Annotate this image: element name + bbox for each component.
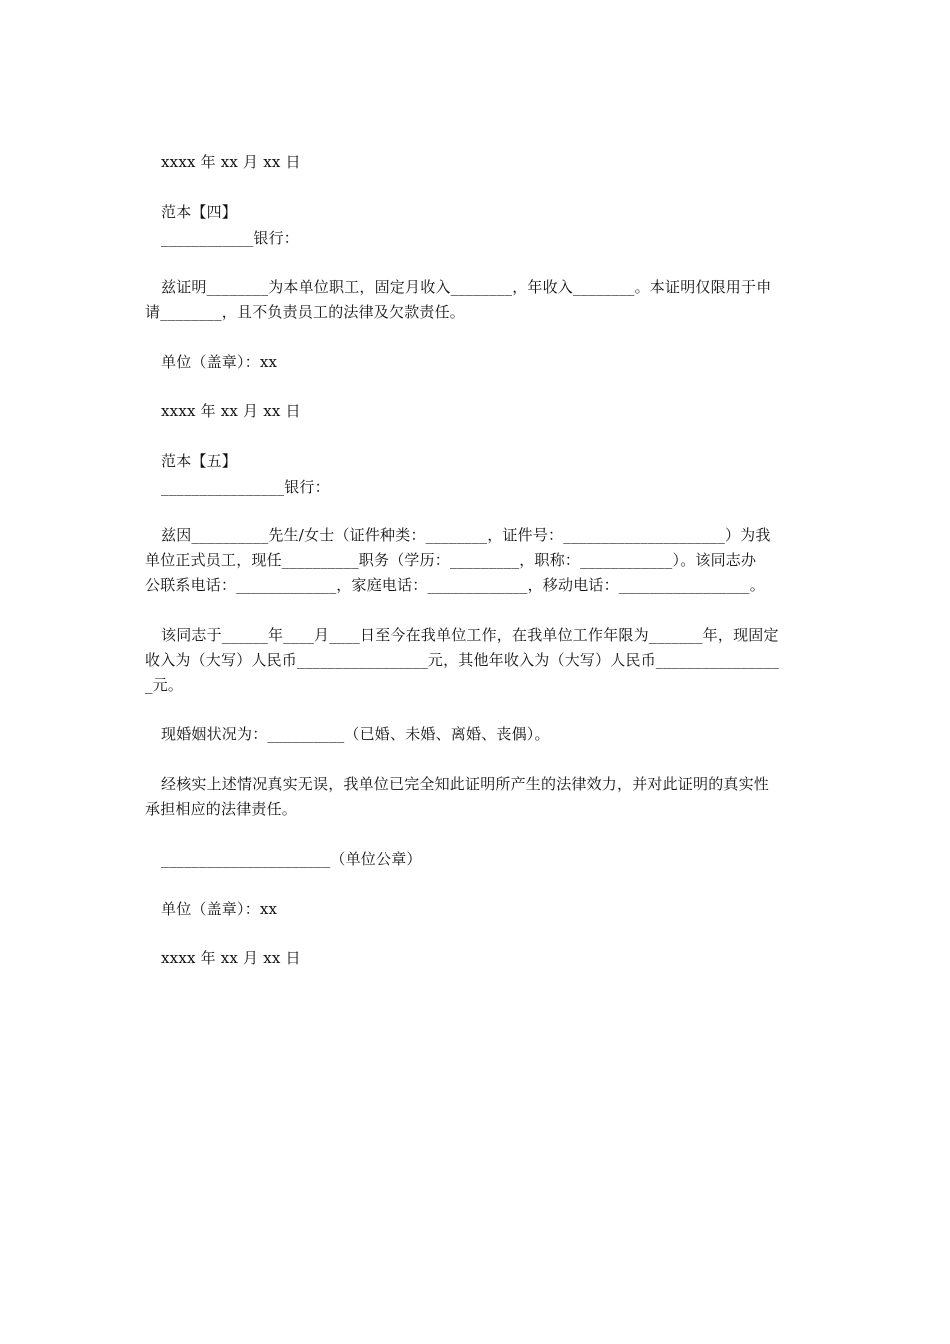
income-paragraph-line-2: 请________，且不负责员工的法律及欠款责任。 — [145, 303, 466, 321]
employment-paragraph-line-3: _元。 — [145, 676, 184, 694]
bank-addressee-4: ____________银行： — [161, 229, 300, 247]
verification-paragraph-line-2: 承担相应的法律责任。 — [145, 800, 298, 818]
date-line-2: xxxx 年 xx 月 xx 日 — [161, 402, 301, 420]
employment-paragraph-line-1: 该同志于______年____月____日至今在我单位工作，在我单位工作年限为_______年，现固定 — [161, 626, 779, 644]
employee-paragraph-line-2: 单位正式员工，现任__________职务（学历：_________，职称：____________）。该同志办 — [145, 551, 757, 569]
date-line-1: xxxx 年 xx 月 xx 日 — [161, 153, 301, 171]
unit-seal-line-1: 单位（盖章）：xx — [161, 353, 278, 371]
unit-seal-line-2: 单位（盖章）：xx — [161, 900, 278, 918]
bank-addressee-5: ________________银行： — [161, 478, 330, 496]
employee-paragraph-line-3: 公联系电话：_____________，家庭电话：_____________，移动电话：_________________。 — [145, 576, 765, 594]
marital-status-line: 现婚姻状况为：__________（已婚、未婚、离婚、丧偶）。 — [161, 725, 550, 743]
employee-paragraph-line-1: 兹因__________先生/女士（证件种类：________，证件号：_____________________）为我 — [161, 526, 771, 544]
template-heading-5: 范本【五】 — [161, 452, 238, 470]
template-heading-4: 范本【四】 — [161, 203, 238, 221]
official-seal-line: ______________________（单位公章） — [161, 850, 422, 868]
employment-paragraph-line-2: 收入为（大写）人民币_________________元，其他年收入为（大写）人民币________________ — [145, 651, 780, 669]
verification-paragraph-line-1: 经核实上述情况真实无误，我单位已完全知此证明所产生的法律效力，并对此证明的真实性 — [161, 775, 770, 793]
date-line-3: xxxx 年 xx 月 xx 日 — [161, 949, 301, 967]
income-paragraph-line-1: 兹证明________为本单位职工，固定月收入________，年收入________。本证明仅限用于申 — [161, 278, 772, 296]
